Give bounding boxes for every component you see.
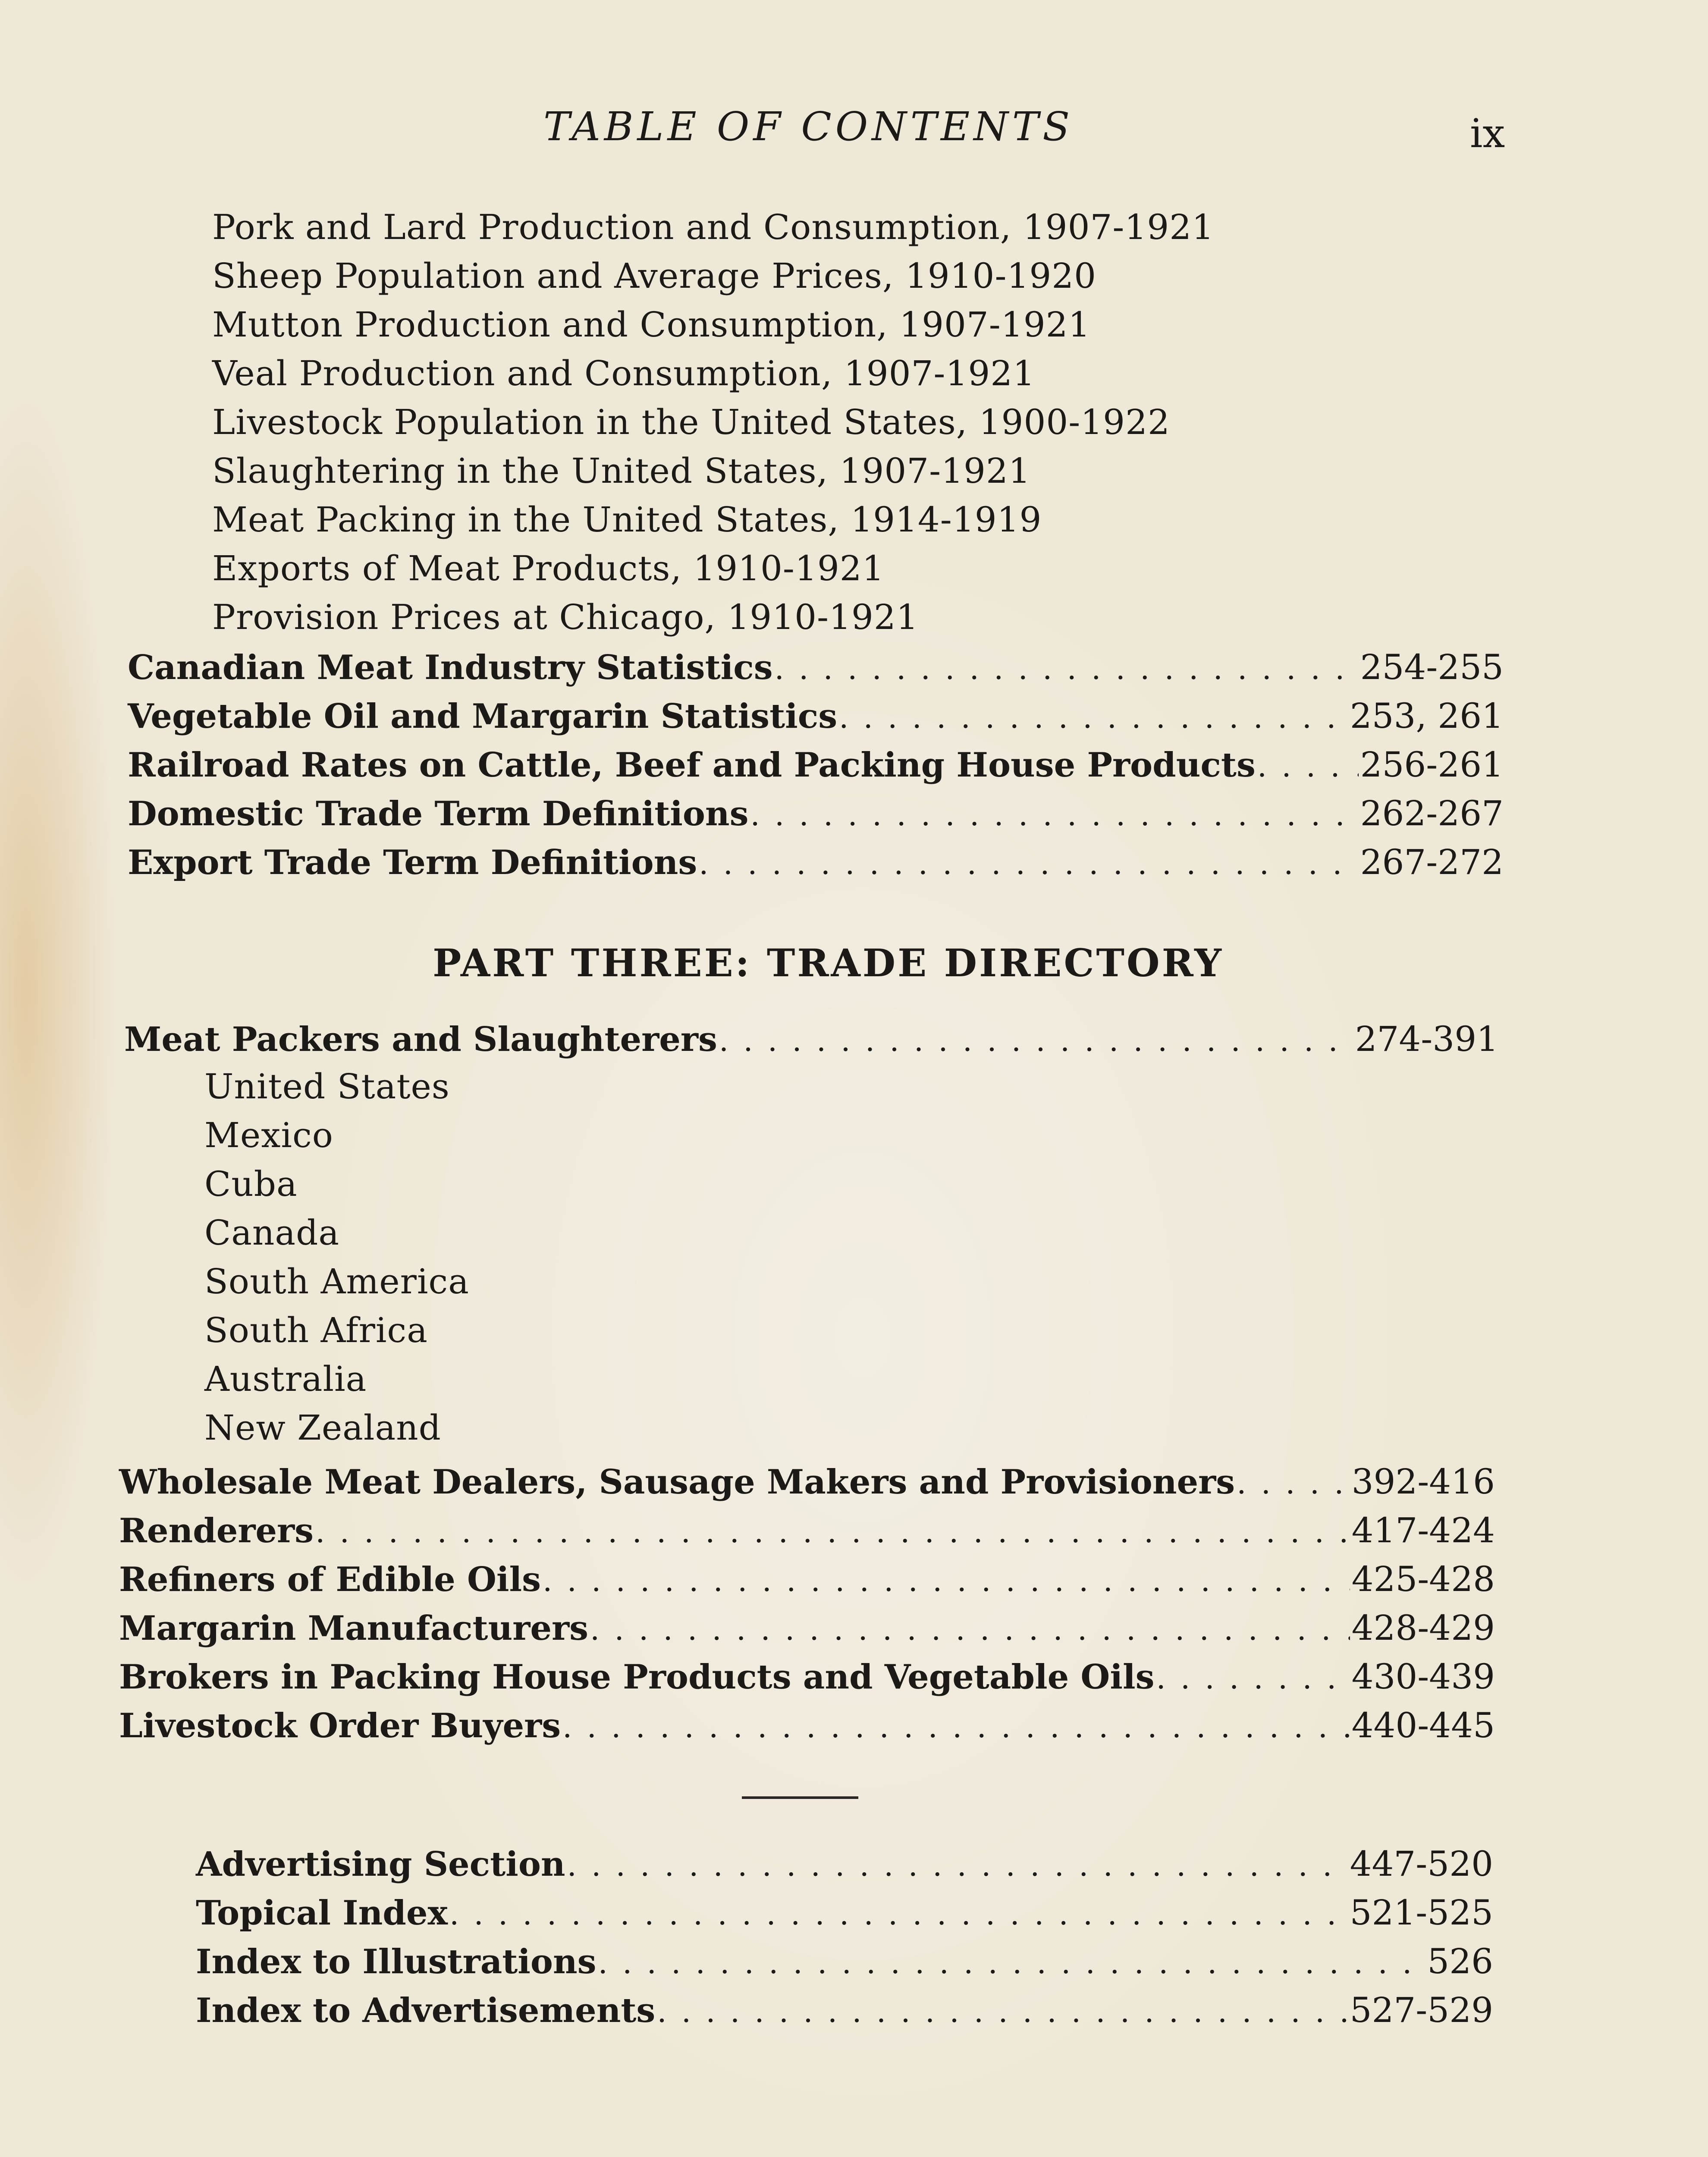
page-header bbox=[0, 104, 1708, 160]
back-matter-list bbox=[196, 1839, 1493, 2034]
dot-leader bbox=[699, 840, 1358, 888]
statistics-subitem: Provision Prices at Chicago, 1910-1921 bbox=[212, 597, 919, 637]
toc-entry bbox=[119, 1701, 1495, 1750]
toc-entry bbox=[196, 1986, 1493, 2034]
toc-entry bbox=[196, 1888, 1493, 1937]
toc-entry bbox=[119, 1555, 1495, 1604]
dot-leader bbox=[750, 791, 1359, 840]
toc-entry-pages: 253, 261 bbox=[1350, 696, 1504, 736]
statistics-subitem: Mutton Production and Consumption, 1907-1921 bbox=[212, 305, 1091, 345]
toc-entry bbox=[196, 1937, 1493, 1986]
toc-entry-pages: 267-272 bbox=[1360, 842, 1504, 882]
statistics-subitem: Meat Packing in the United States, 1914-1919 bbox=[212, 500, 1042, 540]
toc-entry-pages: 256-261 bbox=[1360, 745, 1504, 785]
toc-entry-label: Vegetable Oil and Margarin Statistics bbox=[128, 697, 838, 736]
dot-leader bbox=[449, 1890, 1348, 1939]
toc-entry bbox=[124, 1015, 1498, 1063]
dot-leader bbox=[562, 1703, 1350, 1751]
toc-entry-label: Margarin Manufacturers bbox=[119, 1609, 589, 1648]
region-item: South America bbox=[204, 1261, 469, 1302]
dot-leader bbox=[543, 1556, 1350, 1605]
dot-leader bbox=[567, 1841, 1348, 1890]
toc-entry-label: Topical Index bbox=[196, 1893, 448, 1933]
region-list bbox=[204, 1062, 469, 1452]
toc-entry bbox=[119, 1457, 1495, 1506]
toc-entry bbox=[119, 1506, 1495, 1555]
toc-entry-pages: 521-525 bbox=[1350, 1893, 1493, 1933]
toc-entry bbox=[128, 789, 1504, 838]
part-heading: PART THREE: TRADE DIRECTORY bbox=[433, 940, 1224, 985]
part-three-first-entry bbox=[124, 1015, 1498, 1063]
toc-entry-label: Advertising Section bbox=[196, 1845, 565, 1884]
statistics-subitem: Sheep Population and Average Prices, 1910-1920 bbox=[212, 256, 1097, 296]
toc-entry-pages: 425-428 bbox=[1351, 1559, 1495, 1599]
statistics-subitem: Pork and Lard Production and Consumption, 1907-1921 bbox=[212, 207, 1214, 247]
running-title: TABLE OF CONTENTS bbox=[543, 104, 1074, 150]
toc-entry-pages: 262-267 bbox=[1360, 793, 1504, 833]
toc-entry-label: Railroad Rates on Cattle, Beef and Packing House Products bbox=[128, 745, 1256, 785]
statistics-subitem: Exports of Meat Products, 1910-1921 bbox=[212, 548, 885, 588]
region-item: Mexico bbox=[204, 1115, 333, 1155]
toc-entry bbox=[119, 1652, 1495, 1701]
toc-entry-label: Livestock Order Buyers bbox=[119, 1706, 561, 1745]
dot-leader bbox=[719, 1016, 1353, 1065]
toc-entry bbox=[119, 1604, 1495, 1652]
dot-leader bbox=[839, 693, 1348, 742]
toc-entry-label: Renderers bbox=[119, 1511, 314, 1550]
toc-entry-pages: 526 bbox=[1427, 1941, 1493, 1981]
toc-entry-label: Wholesale Meat Dealers, Sausage Makers and Provisioners bbox=[119, 1462, 1235, 1502]
toc-entry bbox=[128, 740, 1504, 789]
toc-entry-pages: 428-429 bbox=[1351, 1608, 1495, 1648]
toc-entry-label: Index to Illustrations bbox=[196, 1942, 597, 1981]
part-three-entry-list bbox=[119, 1457, 1495, 1750]
dot-leader bbox=[590, 1605, 1350, 1654]
toc-entry-label: Export Trade Term Definitions bbox=[128, 843, 697, 882]
section-divider bbox=[742, 1796, 858, 1799]
toc-entry bbox=[128, 838, 1504, 887]
toc-entry-label: Refiners of Edible Oils bbox=[119, 1560, 541, 1599]
region-item: New Zealand bbox=[204, 1408, 441, 1448]
region-item: Canada bbox=[204, 1213, 340, 1253]
toc-entry-label: Meat Packers and Slaughterers bbox=[124, 1020, 717, 1059]
toc-entry-pages: 430-439 bbox=[1351, 1657, 1495, 1697]
toc-entry-pages: 254-255 bbox=[1360, 647, 1504, 687]
statistics-subitem-list bbox=[212, 203, 1214, 641]
page-number: ix bbox=[1470, 110, 1505, 157]
toc-entry-label: Canadian Meat Industry Statistics bbox=[128, 648, 773, 687]
dot-leader bbox=[1237, 1459, 1350, 1508]
toc-entry-label: Brokers in Packing House Products and Vegetable Oils bbox=[119, 1657, 1155, 1697]
toc-entry bbox=[196, 1839, 1493, 1888]
dot-leader bbox=[1257, 742, 1359, 791]
region-item: United States bbox=[204, 1066, 450, 1107]
region-item: Cuba bbox=[204, 1164, 298, 1204]
part-two-entry-list bbox=[128, 643, 1504, 887]
region-item: Australia bbox=[204, 1359, 367, 1399]
dot-leader bbox=[775, 645, 1359, 693]
toc-entry-pages: 447-520 bbox=[1350, 1844, 1493, 1884]
region-item: South Africa bbox=[204, 1310, 428, 1350]
toc-entry-pages: 440-445 bbox=[1351, 1705, 1495, 1745]
dot-leader bbox=[598, 1939, 1426, 1987]
toc-entry-pages: 274-391 bbox=[1355, 1019, 1498, 1059]
statistics-subitem: Livestock Population in the United States, 1900-1922 bbox=[212, 402, 1170, 442]
statistics-subitem: Veal Production and Consumption, 1907-1921 bbox=[212, 353, 1036, 393]
toc-entry-pages: 527-529 bbox=[1350, 1990, 1493, 2030]
dot-leader bbox=[657, 1987, 1348, 2036]
dot-leader bbox=[1156, 1654, 1350, 1703]
statistics-subitem: Slaughtering in the United States, 1907-1921 bbox=[212, 451, 1031, 491]
toc-entry bbox=[128, 692, 1504, 740]
toc-entry-label: Index to Advertisements bbox=[196, 1991, 656, 2030]
toc-entry-pages: 392-416 bbox=[1351, 1462, 1495, 1502]
toc-entry-label: Domestic Trade Term Definitions bbox=[128, 794, 749, 833]
toc-entry bbox=[128, 643, 1504, 692]
dot-leader bbox=[315, 1508, 1350, 1556]
toc-entry-pages: 417-424 bbox=[1351, 1510, 1495, 1550]
